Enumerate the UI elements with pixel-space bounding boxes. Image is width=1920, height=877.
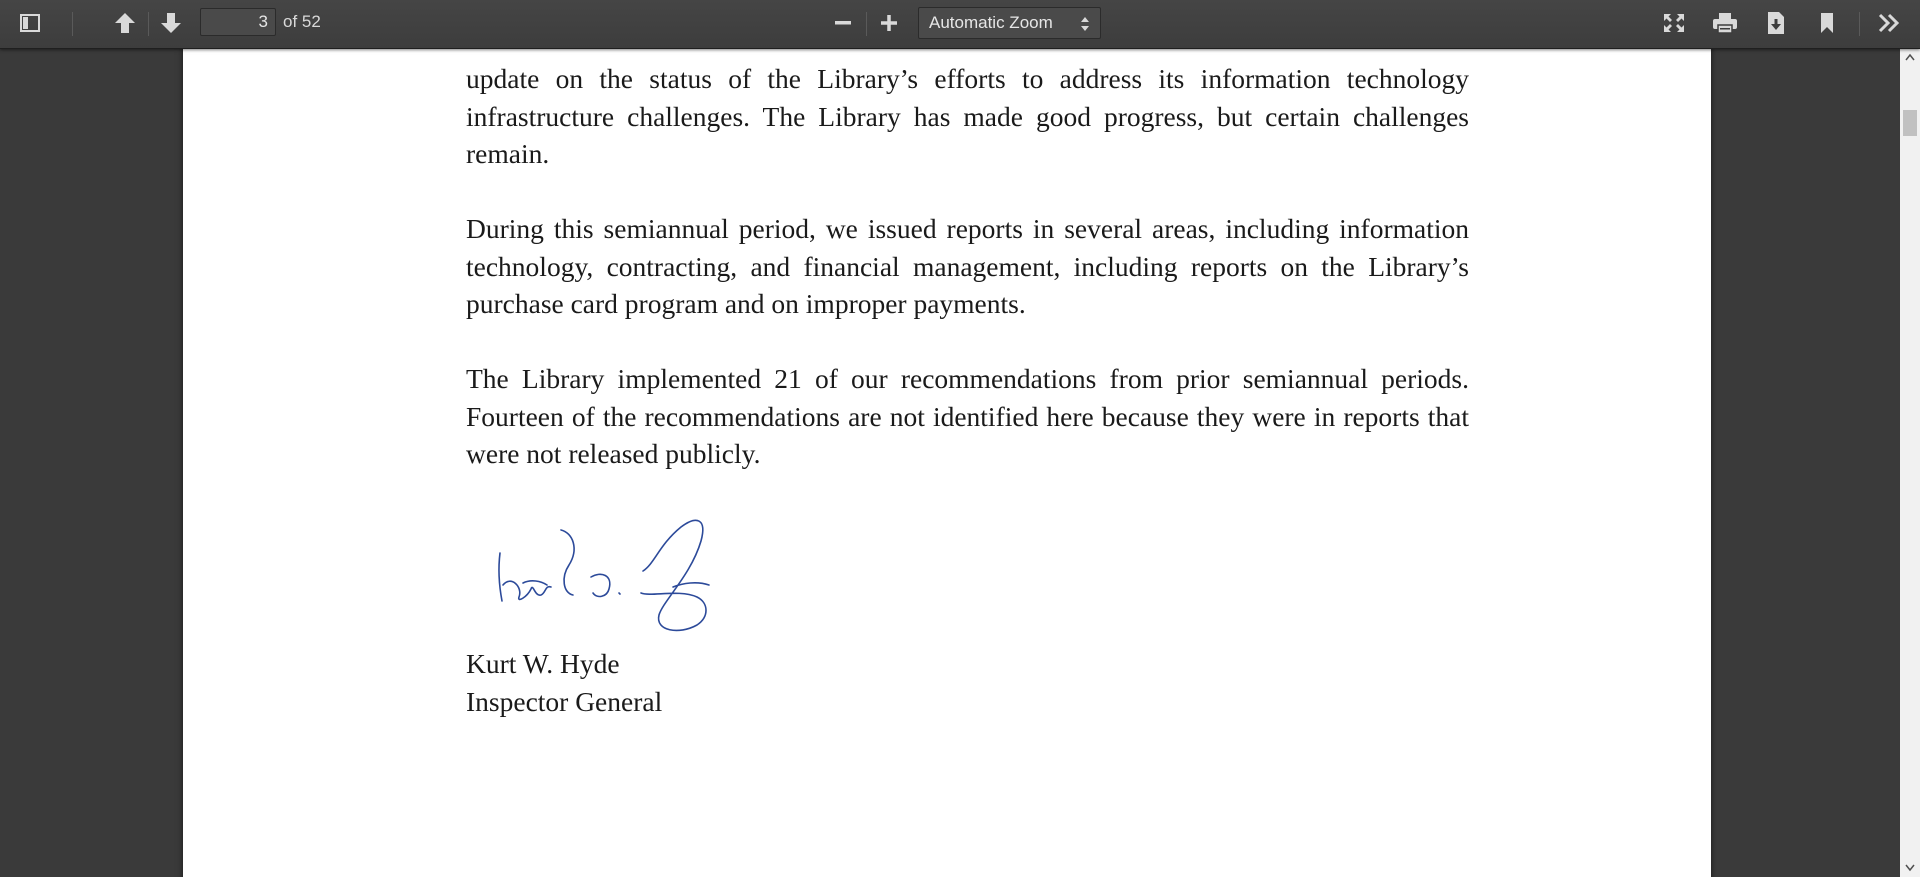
tools-button[interactable] (1872, 7, 1906, 39)
pdf-page (183, 48, 1711, 877)
chevron-up-icon (1905, 48, 1915, 66)
scroll-down-button[interactable] (1900, 859, 1920, 877)
plus-icon (879, 13, 899, 33)
download-icon (1765, 11, 1787, 35)
minus-icon (833, 13, 853, 33)
bookmark-icon (1818, 11, 1836, 35)
scroll-up-button[interactable] (1900, 48, 1920, 66)
chevron-down-icon (1905, 859, 1915, 877)
toolbar-separator (866, 12, 867, 36)
paragraph-3: The Library implemented 21 of our recommendations from prior semiannual periods. Fourteen of the recommendations are not identified here because they were in reports that were not released publicly. (466, 363, 1469, 469)
page-count-label: of 52 (283, 12, 321, 31)
toolbar (0, 0, 1920, 49)
vertical-scrollbar[interactable] (1900, 48, 1920, 877)
toolbar-separator (148, 12, 149, 36)
sidebar-toggle-button[interactable] (13, 7, 47, 39)
print-icon (1712, 11, 1738, 35)
signature-image (483, 505, 763, 650)
signer-title: Inspector General (466, 686, 663, 717)
zoom-out-button[interactable] (826, 7, 860, 39)
double-chevron-right-icon (1877, 13, 1901, 33)
print-button[interactable] (1708, 7, 1742, 39)
presentation-mode-button[interactable] (1657, 7, 1691, 39)
fullscreen-icon (1662, 12, 1686, 34)
download-button[interactable] (1759, 7, 1793, 39)
up-down-caret-icon (1080, 16, 1090, 37)
toolbar-separator (72, 12, 73, 36)
page-number-input[interactable] (200, 8, 276, 36)
arrow-up-icon (114, 11, 136, 35)
zoom-select[interactable] (918, 7, 1101, 39)
paragraph-2: During this semiannual period, we issued reports in several areas, including information technology, contracting, and financial management, including reports on the Library’s purchase card program and on improper payments. (466, 213, 1469, 319)
zoom-select-value: Automatic Zoom (929, 13, 1053, 32)
next-page-button[interactable] (154, 7, 188, 39)
zoom-in-button[interactable] (872, 7, 906, 39)
toolbar-separator (1859, 12, 1860, 36)
document-viewport[interactable] (0, 48, 1900, 877)
sidebar-toggle-icon (19, 13, 41, 33)
signer-name: Kurt W. Hyde (466, 648, 620, 679)
bookmark-button[interactable] (1810, 7, 1844, 39)
scrollbar-thumb[interactable] (1903, 110, 1917, 136)
previous-page-button[interactable] (108, 7, 142, 39)
arrow-down-icon (160, 11, 182, 35)
paragraph-1: update on the status of the Library’s efforts to address its information technology infrastructure challenges. The Library has made good progress, but certain challenges remain. (466, 63, 1469, 169)
